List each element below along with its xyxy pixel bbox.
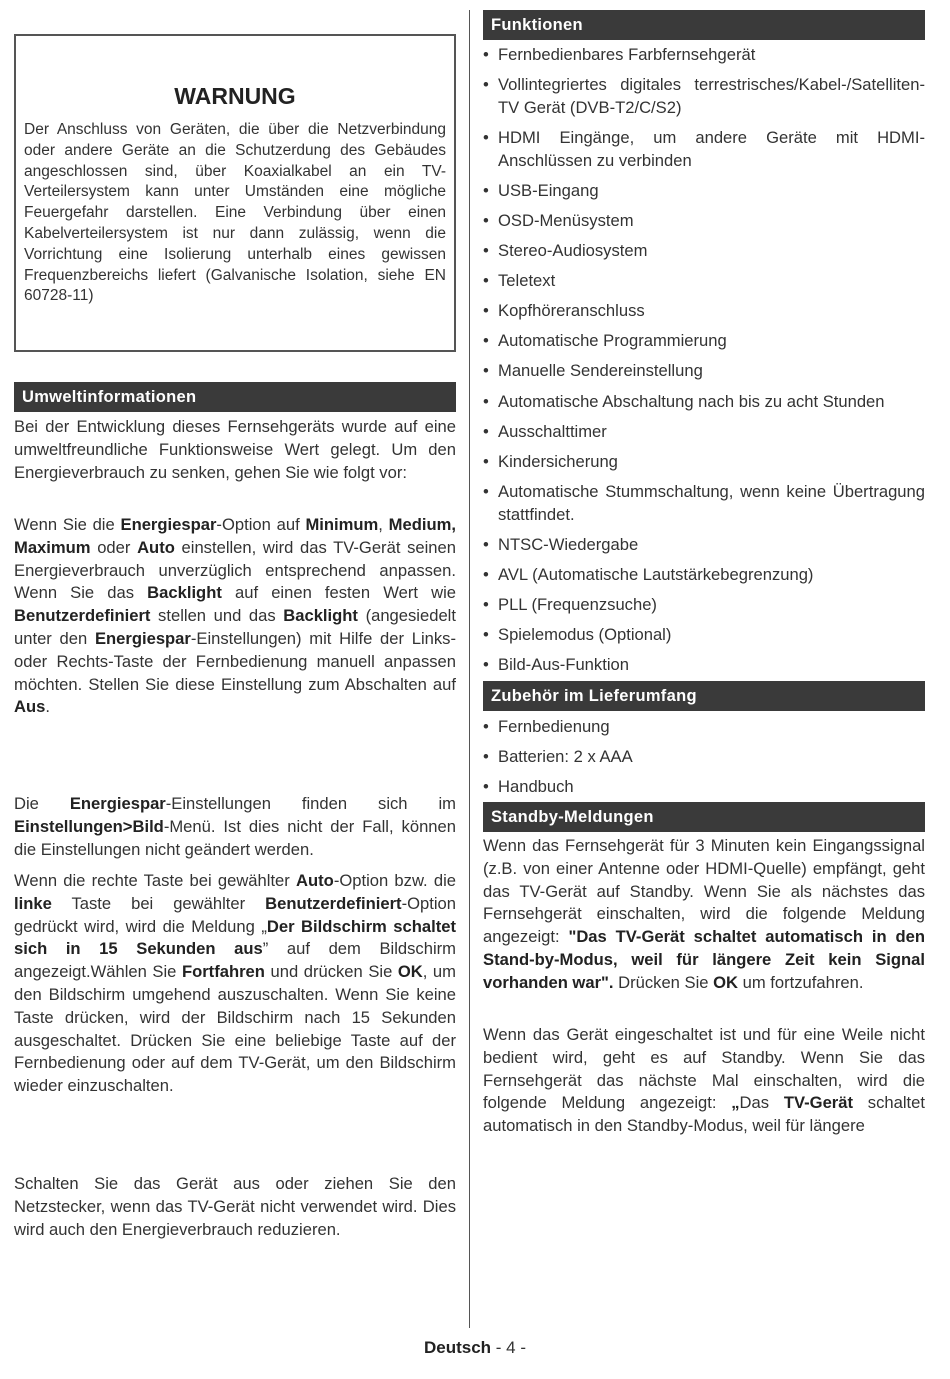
list-item: • Automatische Programmierung (483, 330, 925, 353)
list-item: • Teletext (483, 270, 925, 293)
text-run: -Menü. Ist dies nicht der Fall, können die Einstellungen nicht geändert werden. (14, 816, 456, 859)
bold-text: TV-Gerät (783, 1093, 854, 1113)
bold-text: Einstellungen>Bild (14, 816, 164, 836)
accessories-list (483, 716, 925, 806)
text-run: oder (90, 537, 138, 557)
energy-settings-location-paragraph (14, 793, 456, 861)
bold-text: Energiespar (69, 794, 166, 813)
list-item: • Kindersicherung (483, 451, 925, 474)
list-item: • Stereo-Audiosystem (483, 240, 925, 263)
bold-text: Auto (296, 871, 334, 890)
bold-text: Auto (137, 537, 175, 557)
bold-text: Der Bildschirm schaltet sich in 15 Sekunden aus (14, 916, 456, 959)
list-item: • Manuelle Sendereinstellung (483, 360, 925, 383)
text-run: , um den Bildschirm umgehend auszuschalten. Wenn Sie keine Taste drücken, wird der Bildschirm nach 15 Sekunden ausgeschaltet. Drücken Sie eine beliebige Taste auf der Fernbedienung oder auf dem TV-Gerät, um den Bildschirm wieder einzuschalten. (14, 962, 456, 1096)
text-run: ” auf dem Bildschirm angezeigt.Wählen Sie (14, 939, 456, 982)
standby-no-signal-paragraph (483, 835, 925, 995)
text-run: Wenn das Gerät eingeschaltet ist und für eine Weile nicht bedient wird, geht es auf Standby. Wenn Sie das Fernsehgerät das nächste Mal einschalten, wird die folgende Meldung angezeigt: (483, 1025, 925, 1113)
text-run: und drücken Sie (264, 962, 398, 982)
text-run: -Einstellungen) mit Hilfe der Links- oder Rechts-Taste der Fernbedienung manuell anpassen möchten. Stellen Sie diese Einstellung zum Abschalten auf (14, 628, 456, 694)
screen-off-paragraph (14, 870, 456, 1098)
list-item: • Ausschalttimer (483, 421, 925, 444)
bold-text: Aus (14, 697, 46, 717)
text-run: schaltet automatisch in den Standby-Modus, weil für längere (483, 1093, 925, 1136)
environment-header: Umweltinformationen (14, 382, 456, 412)
text-run: -Option auf (216, 515, 306, 534)
list-item: • Automatische Abschaltung nach bis zu acht Stunden (483, 391, 925, 414)
text-run: Wenn Sie die (14, 515, 121, 534)
column-divider (469, 10, 470, 1328)
text-run: -Option bzw. die (333, 871, 456, 890)
page-footer (0, 1338, 950, 1358)
list-item: • USB-Eingang (483, 180, 925, 203)
text-run: Taste bei gewählter (51, 893, 266, 913)
text-run: -Einstellungen finden sich im (165, 794, 456, 813)
bold-text: Backlight (147, 583, 222, 603)
text-run: (angesiedelt unter den (14, 606, 456, 648)
warning-title: WARNUNG (174, 83, 296, 109)
standby-idle-paragraph (483, 1024, 925, 1138)
list-item: • Bild-Aus-Funktion (483, 654, 925, 677)
unplug-paragraph: Schalten Sie das Gerät aus oder ziehen Sie den Netzstecker, wenn das TV-Gerät nicht verwendet wird. Dies wird auch den Energieverbrauch reduzieren. (14, 1174, 456, 1239)
warning-box (14, 34, 456, 352)
list-item: • Vollintegriertes digitales terrestrisches/Kabel-/Satelliten-TV Gerät (DVB-T2/C/S2) (483, 74, 925, 120)
bold-text: Energiespar (94, 628, 191, 648)
text-run: Wenn das Fernsehgerät für 3 Minuten kein Eingangssignal (z.B. von einer Antenne oder HDMI-Quelle) empfängt, geht das TV-Gerät auf Standby. Wenn Sie als nächstes das Fernsehgerät einschalten, wird die folgende Meldung angezeigt: (483, 836, 925, 947)
list-item: • Kopfhöreranschluss (483, 300, 925, 323)
text-run: Das (739, 1093, 784, 1113)
text-run: einstellen, wird das TV-Gerät seinen Energieverbrauch unverzüglich entsprechend anpassen. Wenn Sie das (14, 537, 456, 603)
text-run: , (378, 515, 389, 534)
bold-text: „ (731, 1093, 740, 1113)
energy-saving-paragraph (14, 514, 456, 719)
bold-text: Backlight (283, 606, 358, 626)
text-run: stellen und das (150, 606, 284, 626)
bold-text: OK (713, 972, 739, 992)
list-item: • Fernbedienung (483, 716, 925, 739)
list-item: • HDMI Eingänge, um andere Geräte mit HDMI-Anschlüssen zu verbinden (483, 127, 925, 173)
list-item: • Fernbedienbares Farbfernsehgerät (483, 44, 925, 67)
bold-text: Benutzerdefiniert (14, 606, 151, 626)
features-list (483, 44, 925, 684)
list-item: • Handbuch (483, 776, 925, 799)
list-item: • PLL (Frequenzsuche) (483, 594, 925, 617)
text-run: Wenn die rechte Taste bei gewählter (14, 871, 297, 890)
page-number: - 4 - (491, 1338, 527, 1357)
bold-text: Benutzerdefiniert (265, 893, 402, 913)
text-run: Die (14, 794, 70, 813)
bold-text: Fortfahren (181, 962, 265, 982)
environment-intro: Bei der Entwicklung dieses Fernsehgeräts wurde auf eine umweltfreundliche Funktionsweise Wert gelegt. Um den Energieverbrauch zu senken, gehen Sie wie folgt vor: (14, 417, 456, 482)
bold-text: Medium, Maximum (14, 515, 456, 557)
warning-text: Der Anschluss von Geräten, die über die Netzverbindung oder andere Geräte an die Schutzerdung des Gebäudes angeschlossen sind, über Koaxialkabel an ein TV-Verteilersystem kann unter Umständen eine mögliche Feuergefahr darstellen. Eine Verbindung über einen Kabelverteilersystem ist nur dann zulässig, wenn die Vorrichtung eine Isolierung unterhalb eines gewissen Frequenzbereichs liefert (Galvanische Isolation, siehe EN 60728-11) (24, 121, 446, 305)
bold-text: Energiespar (120, 515, 217, 534)
list-item: • AVL (Automatische Lautstärkebegrenzung) (483, 564, 925, 587)
footer-language: Deutsch (423, 1338, 492, 1357)
bold-text: OK (397, 962, 423, 982)
text-run: Drücken Sie (613, 972, 714, 992)
list-item: • Batterien: 2 x AAA (483, 746, 925, 769)
bold-text: linke (14, 893, 52, 913)
text-run: -Option gedrückt wird, wird die Meldung „ (14, 893, 456, 936)
bold-text: "Das TV-Gerät schaltet automatisch in den Stand-by-Modus, weil für längere Zeit kein Signal vorhanden war". (483, 927, 925, 992)
text-run: . (45, 697, 50, 717)
list-item: • OSD-Menüsystem (483, 210, 925, 233)
text-run: auf einen festen Wert wie (221, 583, 456, 603)
list-item: • Spielemodus (Optional) (483, 624, 925, 647)
list-item: • Automatische Stummschaltung, wenn keine Übertragung stattfindet. (483, 481, 925, 527)
text-run: um fortzufahren. (738, 972, 864, 992)
features-header: Funktionen (483, 10, 925, 40)
standby-header: Standby-Meldungen (483, 802, 925, 832)
accessories-header: Zubehör im Lieferumfang (483, 681, 925, 711)
bold-text: Minimum (305, 515, 379, 534)
list-item: • NTSC-Wiedergabe (483, 534, 925, 557)
